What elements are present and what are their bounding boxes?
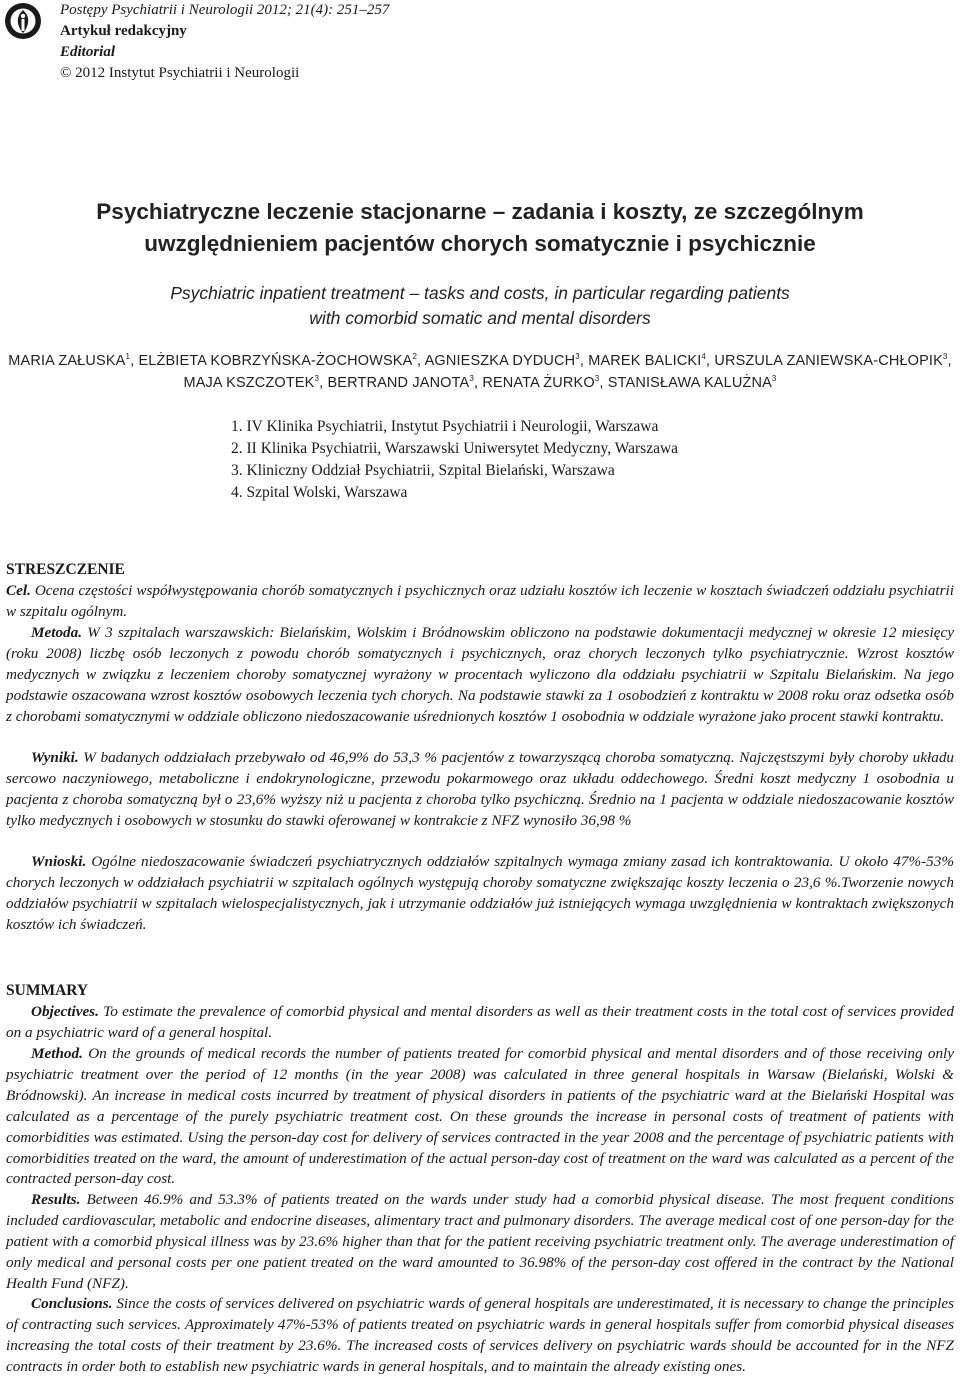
results-label: Results. [31,1191,81,1208]
author-name: URSZULA ZANIEWSKA-CHŁOPIK [714,353,943,369]
journal-citation: Postępy Psychiatrii i Neurologii 2012; 21(4): 251–257 [60,2,390,18]
author-affiliation-mark: 3 [942,352,948,361]
summary-heading: SUMMARY [6,982,89,999]
wnioski-label: Wnioski. [31,853,87,870]
summary-conclusions [6,1294,954,1378]
affiliation-item: 4. Szpital Wolski, Warszawa [231,484,408,501]
summary-method [6,1044,954,1190]
summary-objectives [6,1002,954,1044]
author-affiliation-mark: 4 [701,352,706,361]
objectives-label: Objectives. [31,1003,99,1020]
title-en-line-1: Psychiatric inpatient treatment – tasks and costs, in particular regarding patients [170,283,790,303]
cel-label: Cel. [6,582,31,599]
author-name: BERTRAND JANOTA [327,375,470,391]
affiliation-item: 3. Kliniczny Oddział Psychiatrii, Szpital Bielański, Warszawa [231,462,615,479]
affiliation-list [231,416,678,504]
author-name: AGNIESZKA DYDUCH [424,353,576,369]
article-type-pl: Artykuł redakcyjny [60,23,187,39]
author-name: ELŻBIETA KOBRZYŃSKA-ŻOCHOWSKA [138,353,413,369]
title-pl-line-1: Psychiatryczne leczenie stacjonarne – zadania i koszty, ze szczególnym [96,199,864,224]
author-name: RENATA ŻURKO [482,375,595,391]
title-polish [0,196,960,260]
journal-logo-icon [4,2,42,40]
affiliation-item: 1. IV Klinika Psychiatrii, Instytut Psychiatrii i Neurologii, Warszawa [231,418,659,435]
title-pl-line-2: uwzględnieniem pacjentów chorych somatycznie i psychicznie [144,231,816,256]
streszczenie-wnioski [6,852,954,936]
author-affiliation-mark: 3 [314,374,320,383]
author-affiliation-mark: 3 [575,352,580,361]
streszczenie-wyniki [6,748,954,832]
affiliation-item: 2. II Klinika Psychiatrii, Warszawski Uniwersytet Medyczny, Warszawa [231,440,679,457]
method-label: Method. [31,1045,83,1062]
author-affiliation-mark: 3 [771,374,777,383]
metoda-text: W 3 szpitalach warszawskich: Bielańskim, Wolskim i Bródnowskim obliczono na podstawie dokumentacji medycznej w okresie 12 miesięcy (roku 2008) liczbę osób leczonych z powodu chorób somatycznych i psychicznych, oraz chorych leczonych tylko psychiatrycznie. Wzrost kosztów medycznych w związku z leczeniem choroby somatycznej wyrażony w procentach wyliczono dla oddziału psychiatrii w Szpitalu Bielańskim. Na jego podstawie oszacowana wzrost kosztów osobowych leczenia tych chorych. Na podstawie stawki za 1 osobodzień z kontraktu w 2008 roku oraz odsetka osób z chorobami somatycznymi w oddziale obliczono niedoszacowanie uśrednionych kosztów 1 osobodnia w oddziale wyrażone jako procent stawki kontraktu. [6,624,954,725]
author-name: MAREK BALICKI [588,353,702,369]
title-english [0,281,960,331]
conclusions-label: Conclusions. [31,1295,113,1312]
author-name: MAJA KSZCZOTEK [183,375,315,391]
author-name: STANISŁAWA KALUŻNA [607,375,772,391]
article-type-en: Editorial [60,44,116,60]
conclusions-text: Since the costs of services delivered on psychiatric wards of general hospitals are underestimated, it is necessary to change the principles of contracting such services. Approximately 47%-53% of patients treated on psychiatric wards in general hospitals suffer from comorbid physical diseases increasing the total costs of their treatment by 23.6%. The increased costs of services delivery on psychiatric wards should be accounted for in the NFZ contracts in order both to establish new psychiatric wards in general hospitals, and to maintain the already existing ones. [6,1295,955,1375]
author-affiliation-mark: 3 [469,374,474,383]
cel-text: Ocena częstości współwystępowania chorób somatycznych i psychicznych oraz udziału kosztów ich leczenie w kosztach świadczeń oddziału psychiatrii w szpitalu ogólnym. [6,582,954,620]
results-text: Between 46.9% and 53.3% of patients treated on the wards under study had a comorbid physical disease. The most frequent conditions included cardiovascular, metabolic and endocrine diseases, alimentary tract and pulmonary disorders. The average medical cost of one person-day for the patient with a comorbid physical illness was by 23.6% higher than that for the patient receiving psychiatric treatment only. The average underestimation of only medical and personal costs per one patient treated on the ward amounted to 36.98% of the person-day cost offered in the contract by the National Health Fund (NFZ). [6,1191,954,1292]
streszczenie-heading: STRESZCZENIE [6,561,125,578]
wyniki-text: W badanych oddziałach przebywało od 46,9% do 53,3 % pacjentów z towarzyszącą choroba somatyczną. Najczęstszymi były choroby układu sercowo naczyniowego, metaboliczne i endokrynologiczne, przewodu pokarmowego oraz układu oddechowego. Średni koszt medyczny 1 osobodnia u pacjenta z choroba somatyczną był o 23,6% wyższy niż u pacjenta z choroba tylko psychiczną. Średnio na 1 pacjenta w oddziale niedoszacowanie kosztów tylko medycznych i osobowych w stosunku do stawki oferowanej w kontrakcie z NFZ wynosiło 36,98 % [6,749,955,829]
author-list: MARIA ZAŁUSKA$^1$, ELŻBIETA KOBRZYŃSKA-ŻOCHOWSKA$^2$, AGNIESZKA DYDUCH$^3$, MAREK BALICKI$^4$, URSZULA ZANIEWSKA-CHŁOPIK$^3$, MAJA KSZCZOTEK$^3$, BERTRAND JANOTA$^3$, RENATA ŻURKO$^3$, STANISŁAWA KALUŻNA$^3$ [8,352,952,391]
author-name: MARIA ZAŁUSKA [8,353,126,369]
method-text: On the grounds of medical records the number of patients treated for comorbid physical and mental disorders and of those receiving only psychiatric treatment over the period of 12 months (in the year 2008) was calculated in three general hospitals in Warsaw (Bielański, Wolski & Bródnowski). An increase in medical costs incurred by treatment of physical disorders in patients of the psychiatric ward at the Bielański Hospital was calculated as a percentage of the purely psychiatric treatment cost. On these grounds the increase in personal costs of treatment of patients with comorbidities was estimated. Using the person-day cost for delivery of services contracted in the year 2008 and the percentage of psychiatric patients with comorbidities treated on the ward, the amount of underestimation of the actual person-day cost of treatment on the ward was calculated as a percent of the contracted person-day cost. [6,1045,955,1188]
wnioski-text: Ogólne niedoszacowanie świadczeń psychiatrycznych oddziałów szpitalnych wymaga zmiany zasad ich kontraktowania. U około 47%-53% chorych leczonych w oddziałach psychiatrii w szpitalach ogólnych występują choroby somatyczne zwiększając koszty leczenia o 23,6 %.Tworzenie nowych oddziałów psychiatrii w szpitalach wielospecjalistycznych, jak i utrzymanie oddziałów już istniejących wymaga uwzględnienia w kontraktach zwiększonych kosztów ich świadczeń. [6,853,955,933]
author-affiliation-mark: 1 [125,352,131,361]
wyniki-label: Wyniki. [31,749,79,766]
streszczenie-cel [6,581,954,623]
copyright-line: © 2012 Instytut Psychiatrii i Neurologii [60,65,300,81]
title-en-line-2: with comorbid somatic and mental disorders [309,308,651,328]
objectives-text: To estimate the prevalence of comorbid physical and mental disorders as well as their treatment costs in the total cost of services provided on a psychiatric ward of a general hospital. [6,1003,955,1041]
author-affiliation-mark: 3 [594,374,600,383]
streszczenie-metoda [6,623,954,728]
metoda-label: Metoda. [31,624,83,641]
author-affiliation-mark: 2 [412,352,418,361]
article-header [60,0,389,84]
summary-results [6,1190,954,1295]
